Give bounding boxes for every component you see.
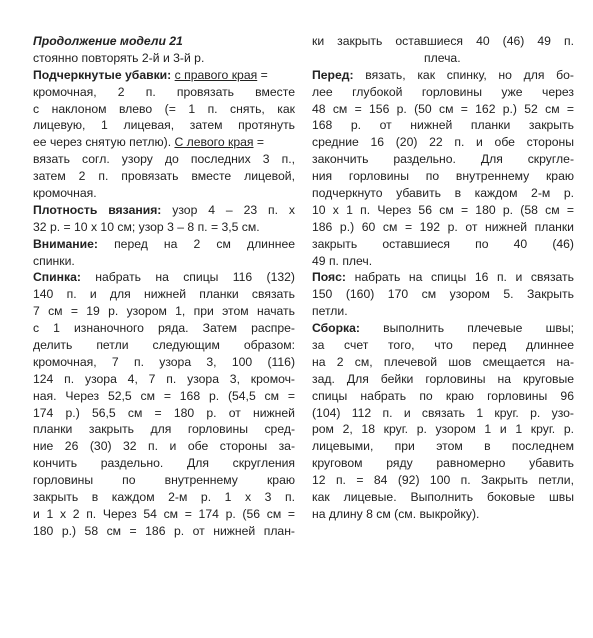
text-line <box>312 354 574 371</box>
text-segment: петли. <box>312 304 348 319</box>
text-line <box>33 303 295 320</box>
text-line <box>33 405 295 422</box>
text-segment: вязать, как спинку, но для бо- <box>353 67 574 82</box>
text-segment: затем 2 п. провязать вместе лицевой, <box>33 169 295 184</box>
text-line <box>312 455 574 472</box>
text-line <box>312 320 574 337</box>
text-line <box>33 388 295 405</box>
text-segment: на длину 8 см (см. выкройку). <box>312 506 480 521</box>
text-line <box>312 117 574 134</box>
text-segment: как лицевые. Выполнить боковые швы <box>312 490 574 505</box>
text-line <box>33 67 295 84</box>
section-heading: Плотность вязания: <box>33 202 162 217</box>
text-segment: делить петли следующим образом: <box>33 338 295 353</box>
text-line <box>33 134 295 151</box>
text-line <box>312 202 574 219</box>
text-line <box>312 33 574 50</box>
text-line <box>312 219 574 236</box>
text-segment: ее через снятую петлю). <box>33 135 175 150</box>
text-line <box>33 286 295 303</box>
text-segment: ная. Через 52,5 см = 168 р. (54,5 см = <box>33 388 295 403</box>
text-segment: = <box>253 135 265 150</box>
text-segment: выполнить плечевые швы; <box>360 321 574 336</box>
text-segment: 174 р.) 56,5 см = 180 р. от нижней <box>33 405 295 420</box>
text-segment: ние 26 (30) 32 п. и обе стороны за- <box>33 439 295 454</box>
text-segment: стоянно повторять 2-й и 3-й р. <box>33 50 205 65</box>
text-line <box>33 269 295 286</box>
text-segment: плеча. <box>424 50 461 65</box>
text-segment: ния горловины по внутреннему краю <box>312 169 574 184</box>
text-line <box>312 67 574 84</box>
text-line <box>312 253 574 270</box>
text-segment: узор 4 – 23 п. х <box>161 202 295 217</box>
text-segment: набрать на спицы 16 п. и связать <box>346 270 574 285</box>
text-line <box>33 84 295 101</box>
text-segment: закрыть в каждом 2-м р. 1 х 3 п. <box>33 490 295 505</box>
underlined-term: с правого края <box>174 67 258 82</box>
text-segment: 124 п. узора 4, 7 п. узора 3, кромоч- <box>33 371 295 386</box>
text-segment: лее глубокой горловины уже через <box>312 84 574 99</box>
text-line <box>33 421 295 438</box>
text-segment: кромочная. <box>33 186 97 201</box>
text-line <box>312 269 574 286</box>
text-segment: 10 х 1 п. Через 56 см = 180 р. (58 см = <box>312 202 574 217</box>
text-line <box>33 236 295 253</box>
text-line <box>312 50 574 67</box>
section-heading: Перед: <box>312 67 354 82</box>
text-line <box>33 472 295 489</box>
text-line <box>312 303 574 320</box>
text-segment: перед на 2 см длиннее <box>97 236 295 251</box>
text-line <box>312 134 574 151</box>
text-segment: набрать на спицы 116 (132) <box>80 270 295 285</box>
text-line <box>33 523 295 540</box>
text-segment: 48 см = 156 р. (50 см = 162 р.) 52 см = <box>312 101 574 116</box>
section-heading: Сборка: <box>312 321 360 336</box>
section-heading: Внимание: <box>33 236 98 251</box>
text-segment: 12 п. = 84 (92) 100 п. Закрыть петли, <box>312 473 574 488</box>
right-column <box>312 33 574 523</box>
text-line <box>33 320 295 337</box>
text-line <box>33 185 295 202</box>
text-line <box>312 405 574 422</box>
text-segment: 7 см = 19 р. узором 1, при этом начать <box>33 304 295 319</box>
text-segment: круговом ряду равномерно убавить <box>312 456 574 471</box>
text-segment: 140 п. и для нижней планки связать <box>33 287 295 302</box>
text-segment: спинки. <box>33 253 75 268</box>
text-line <box>33 202 295 219</box>
text-line <box>33 371 295 388</box>
text-segment: закончить раздельно. Для скругле- <box>312 152 574 167</box>
text-line <box>33 438 295 455</box>
text-segment: 49 п. плеч. <box>312 253 373 268</box>
text-line <box>33 151 295 168</box>
text-segment: 180 р.) 58 см = 186 р. от нижней план- <box>33 523 295 538</box>
section-heading: Пояс: <box>312 270 346 285</box>
text-line <box>33 101 295 118</box>
text-segment: спицы набрать по краю горловины 96 <box>312 388 574 403</box>
text-line <box>312 185 574 202</box>
text-segment: ки закрыть оставшиеся 40 (46) 49 п. <box>312 34 574 48</box>
page-title: Продолжение модели 21 <box>33 34 183 48</box>
text-segment: 186 р.) 60 см = 192 р. от нижней планки <box>312 219 574 234</box>
left-column <box>33 33 295 540</box>
text-line <box>312 101 574 118</box>
text-segment: закрыть оставшиеся по 40 (46) <box>312 236 574 251</box>
text-line <box>33 506 295 523</box>
text-line <box>312 236 574 253</box>
text-segment: с наклоном влево (= 1 п. снять, как <box>33 101 295 116</box>
text-line <box>33 455 295 472</box>
text-line <box>312 151 574 168</box>
text-segment: подчеркнуто убавить в каждом 2-м р. <box>312 186 574 201</box>
underlined-term: С левого края <box>174 135 254 150</box>
text-line <box>33 33 295 50</box>
text-line <box>312 506 574 523</box>
text-line <box>33 219 295 236</box>
text-line <box>312 421 574 438</box>
text-line <box>33 117 295 134</box>
text-segment: за счет того, что перед длиннее <box>312 338 574 353</box>
text-line <box>33 337 295 354</box>
section-heading: Подчеркнутые убавки: <box>33 67 172 82</box>
text-segment: зад. Для бейки горловины на круговые <box>312 371 574 386</box>
text-segment: ром 2, 18 круг. р. узором 1 и 1 круг. р. <box>312 422 574 437</box>
text-segment: лицевую, 1 лицевая, затем протянуть <box>33 118 295 133</box>
text-line <box>33 489 295 506</box>
section-heading: Спинка: <box>33 270 81 285</box>
text-segment: с 1 изнаночного ряда. Затем распре- <box>33 321 295 336</box>
text-line <box>33 253 295 270</box>
text-line <box>312 286 574 303</box>
text-line <box>312 388 574 405</box>
text-segment: лицевыми, при этом в последнем <box>312 439 574 454</box>
text-segment: и 1 х 2 п. Через 54 см = 174 р. (56 см = <box>33 506 295 521</box>
text-segment: планки закрыть для горловины сред- <box>33 422 295 437</box>
text-line <box>312 168 574 185</box>
text-segment: 32 р. = 10 х 10 см; узор 3 – 8 п. = 3,5 см. <box>33 219 260 234</box>
text-line <box>312 84 574 101</box>
text-line <box>33 168 295 185</box>
text-segment: 168 р. от нижней планки закрыть <box>312 118 574 133</box>
text-segment: кромочная, 2 п. провязать вместе <box>33 84 295 99</box>
text-segment: (104) 112 п. и связать 1 круг. р. узо- <box>312 405 574 420</box>
text-line <box>312 371 574 388</box>
text-line <box>33 354 295 371</box>
text-segment: на 2 см, плечевой шов смещается на- <box>312 354 574 369</box>
text-line <box>312 472 574 489</box>
text-segment: кромочная, 7 п. узора 3, 100 (116) <box>33 354 295 369</box>
text-line <box>312 337 574 354</box>
text-segment: вязать согл. узору до последних 3 п., <box>33 152 295 167</box>
text-line <box>312 438 574 455</box>
text-segment: 150 (160) 170 см узором 5. Закрыть <box>312 287 574 302</box>
text-segment: средние 16 (20) 22 п. и обе стороны <box>312 135 574 150</box>
text-line <box>312 489 574 506</box>
text-line <box>33 50 295 67</box>
text-segment: кончить раздельно. Для скругления <box>33 456 295 471</box>
text-segment: горловины по внутреннему краю <box>33 473 295 488</box>
text-segment: = <box>257 67 268 82</box>
